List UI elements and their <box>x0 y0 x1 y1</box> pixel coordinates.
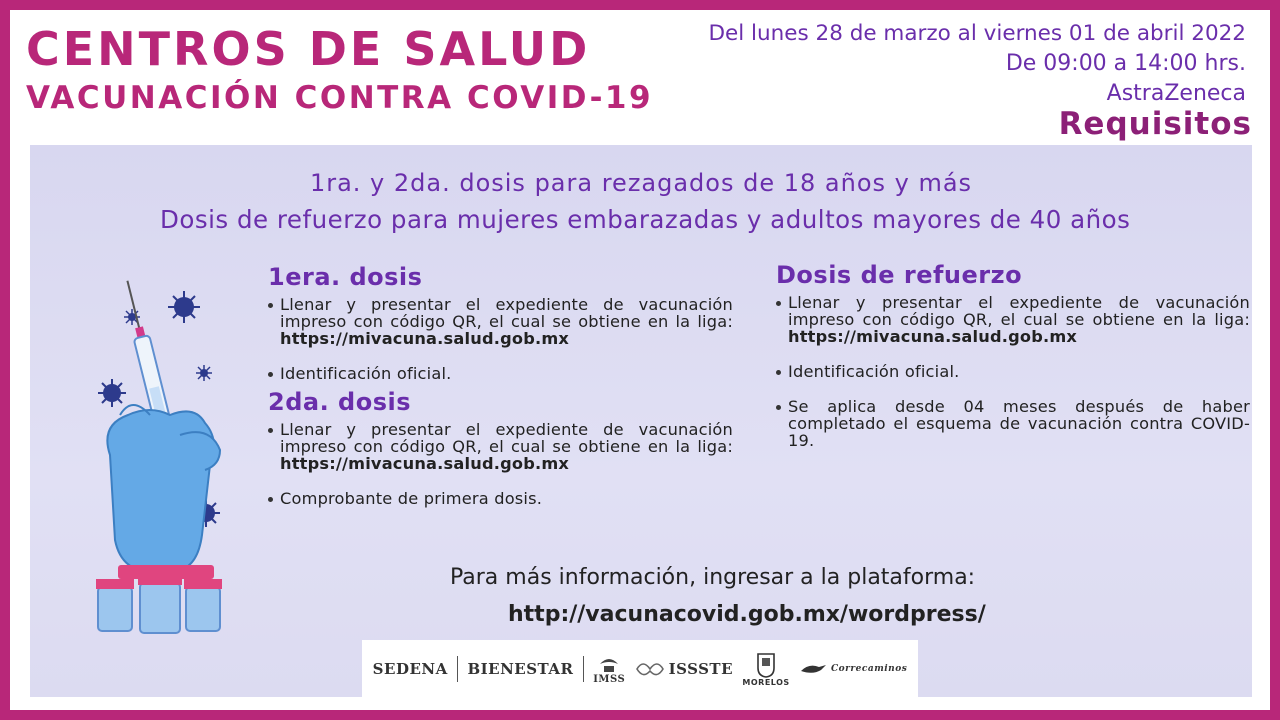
logo-imss <box>593 654 625 685</box>
second-dose-item-proof: Comprobante de primera dosis. <box>268 490 733 507</box>
logo-bienestar-text: BIENESTAR <box>467 660 574 678</box>
logo-divider <box>583 656 584 682</box>
booster-item-id: Identificación oficial. <box>776 363 1250 380</box>
vial-icon <box>96 573 222 633</box>
vaccine-hand-illustration <box>70 265 250 635</box>
issste-hands-icon <box>635 657 665 681</box>
logo-divider <box>457 656 458 682</box>
logo-brigada <box>799 661 907 677</box>
requirements-heading: Requisitos <box>1058 106 1252 142</box>
booster-column <box>776 261 1250 467</box>
first-second-dose-column <box>268 263 733 525</box>
roadrunner-icon <box>799 661 827 677</box>
logo-morelos <box>742 652 789 687</box>
booster-item-expediente <box>776 294 1250 345</box>
vaccine-name: AstraZeneca <box>1106 81 1246 106</box>
logo-brigada-text: Correcaminos <box>831 664 908 674</box>
schedule-hours: De 09:00 a 14:00 hrs. <box>1005 51 1246 76</box>
logo-sedena-text: SEDENA <box>372 660 448 678</box>
logo-imss-text: IMSS <box>593 673 626 685</box>
logo-issste-text: ISSSTE <box>668 660 734 678</box>
title-centros-de-salud: CENTROS DE SALUD <box>26 22 591 76</box>
more-info-url[interactable]: http://vacunacovid.gob.mx/wordpress/ <box>508 602 986 627</box>
first-dose-item-id: Identificación oficial. <box>268 365 733 382</box>
logo-bienestar <box>467 660 573 678</box>
booster-link[interactable]: https://mivacuna.salud.gob.mx <box>788 327 1078 346</box>
logo-morelos-text: MORELOS <box>742 677 790 687</box>
first-dose-item-expediente <box>268 296 733 347</box>
subtitle-first-second-dose: 1ra. y 2da. dosis para rezagados de 18 años y más <box>309 169 973 197</box>
booster-item-text: Llenar y presentar el expediente de vacunación impreso con código QR, el cual se obtiene en la liga: <box>788 293 1250 329</box>
logo-sedena <box>373 660 448 678</box>
first-dose-link[interactable]: https://mivacuna.salud.gob.mx <box>280 329 570 348</box>
requirements-panel <box>30 145 1252 697</box>
subtitle-booster: Dosis de refuerzo para mujeres embarazadas y adultos mayores de 40 años <box>160 205 1131 234</box>
morelos-shield-icon <box>756 652 776 678</box>
booster-heading: Dosis de refuerzo <box>776 261 1023 289</box>
poster-card <box>10 10 1270 710</box>
more-info <box>450 565 1050 627</box>
title-vacunacion: VACUNACIÓN CONTRA COVID-19 <box>26 80 654 116</box>
first-dose-item-text: Llenar y presentar el expediente de vacunación impreso con código QR, el cual se obtiene en la liga: <box>280 295 733 331</box>
second-dose-item-expediente <box>268 421 733 472</box>
date-range: Del lunes 28 de marzo al viernes 01 de abril 2022 <box>708 21 1246 46</box>
virus-icon <box>168 291 200 323</box>
more-info-text: Para más información, ingresar a la plataforma: <box>450 565 976 590</box>
first-dose-heading: 1era. dosis <box>268 263 423 291</box>
institution-logos <box>362 640 918 698</box>
booster-item-timing: Se aplica desde 04 meses después de haber completado el esquema de vacunación contra COVID-19. <box>776 398 1250 449</box>
second-dose-heading: 2da. dosis <box>268 388 412 416</box>
second-dose-link[interactable]: https://mivacuna.salud.gob.mx <box>280 454 570 473</box>
logo-issste <box>635 657 733 681</box>
imss-eagle-icon <box>598 654 620 674</box>
second-dose-item-text: Llenar y presentar el expediente de vacunación impreso con código QR, el cual se obtiene en la liga: <box>280 420 733 456</box>
